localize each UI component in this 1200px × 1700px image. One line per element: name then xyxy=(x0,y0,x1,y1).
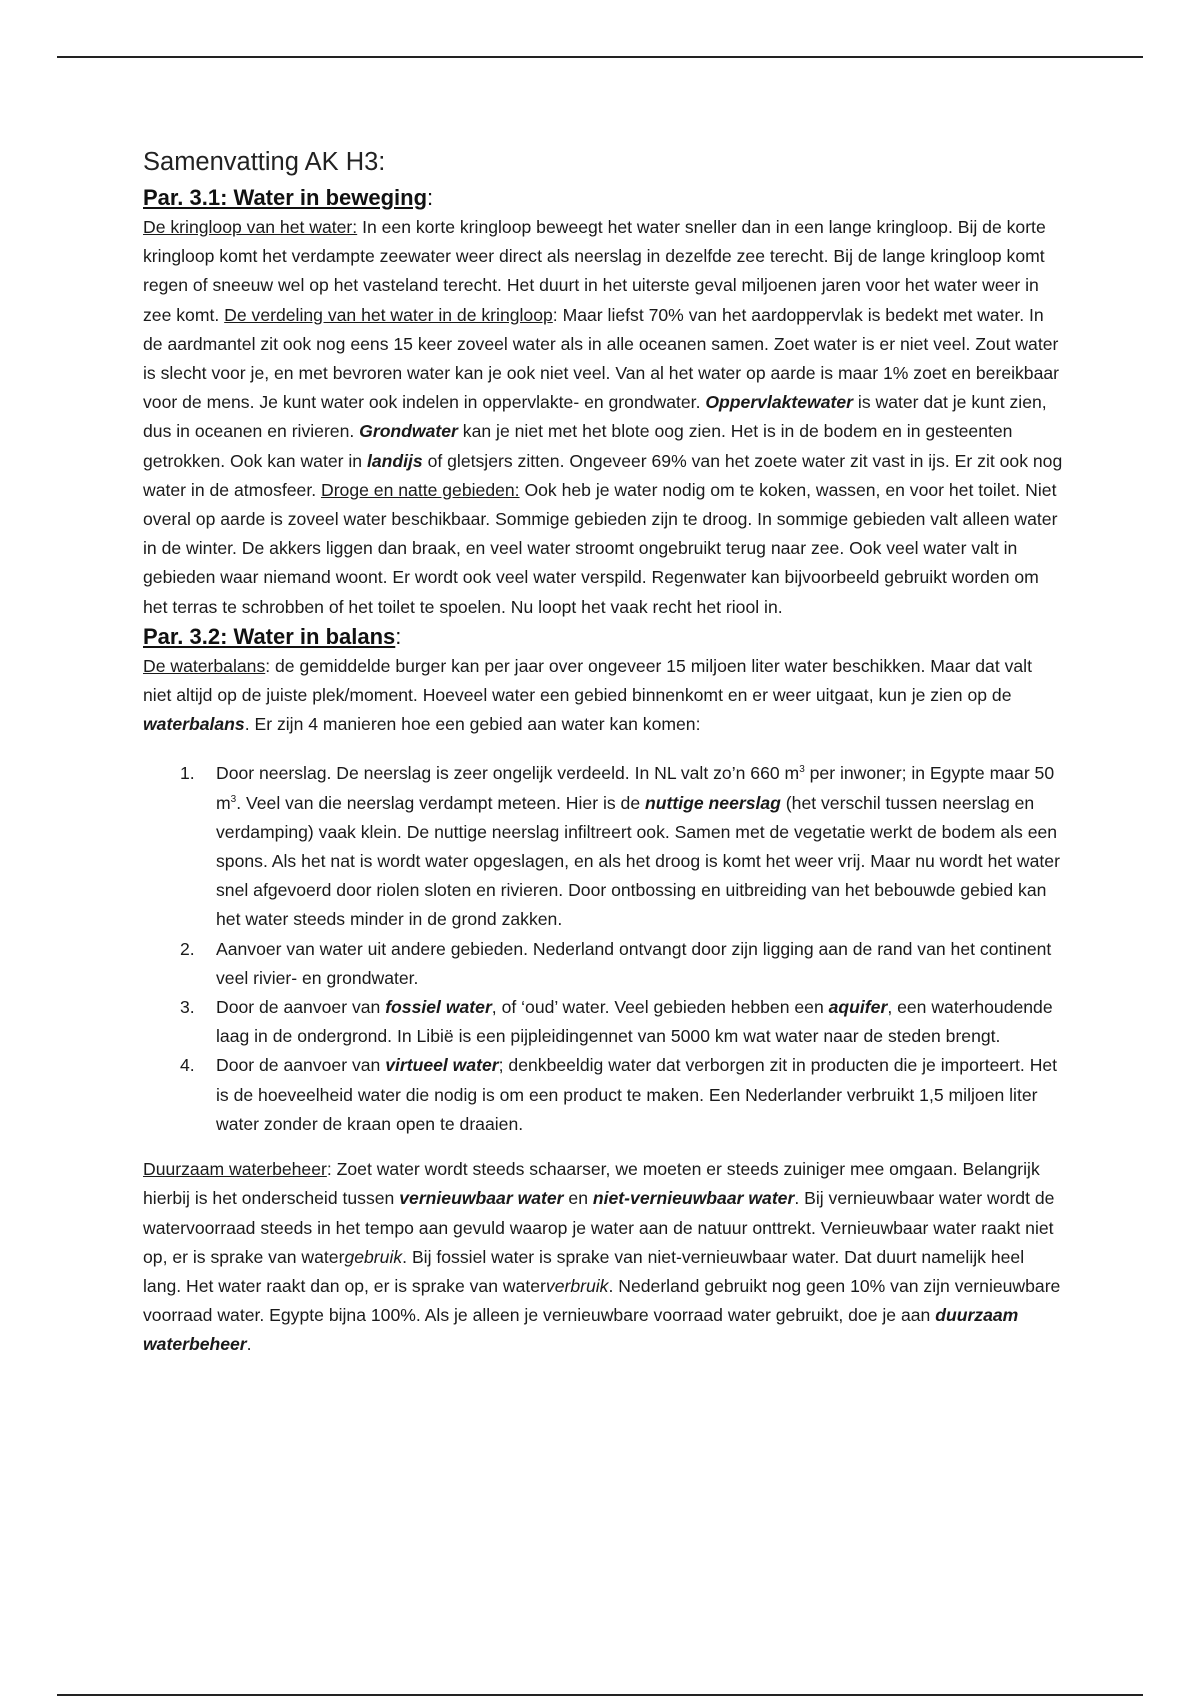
list-item-text: per inwoner; in Egypte maar 50 m xyxy=(216,763,1055,813)
subheading-verdeling: De verdeling van het water in de kringloop xyxy=(224,304,553,325)
document-title: Samenvatting AK H3: xyxy=(143,148,386,176)
subheading-droge-natte-gebieden: Droge en natte gebieden: xyxy=(320,479,520,500)
subheading-kringloop: De kringloop van het water: xyxy=(143,217,358,237)
list-item-text: Door neerslag. De neerslag is zeer ongelijk verdeeld. In NL valt zo’n 660 m xyxy=(216,763,800,784)
water-sources-list xyxy=(143,759,1063,1139)
term-vernieuwbaar-water: vernieuwbaar water xyxy=(399,1188,564,1209)
section-heading-3-2 xyxy=(143,622,1063,652)
list-item-number: 4. xyxy=(180,1055,195,1076)
text-waterbalans-b: . Er zijn 4 manieren hoe een gebied aan water kan komen: xyxy=(244,714,701,735)
footer-rule xyxy=(57,1694,1143,1696)
list-item-number: 3. xyxy=(180,997,195,1018)
list-item-text: ; denkbeeldig water dat verborgen zit in producten die je importeert. Het is de hoeveelheid water die nodig is om een product te maken. Een Nederlander verbruikt 1,5 miljoen liter water zonder de kraan open te draaien. xyxy=(216,1055,1058,1134)
list-item xyxy=(143,759,1063,934)
section-heading-3-1-text: Par. 3.1: Water in beweging xyxy=(143,185,428,210)
term-waterbalans: waterbalans xyxy=(143,714,245,735)
term-nuttige-neerslag: nuttige neerslag xyxy=(645,792,781,813)
term-fossiel-water: fossiel water xyxy=(385,997,492,1018)
text-verdeling-a: : Maar liefst 70% van het aardoppervlak is bedekt met water. In de aardmantel zit ook nog eens 15 keer zoveel water als in alle oceanen samen. Zoet water is er niet veel. Zout water is slecht voor je, en met bevroren water kan je ook niet veel. Van al het water op aarde is maar 1% zoet en bereikbaar voor de mens. Je kunt water ook indelen in oppervlakte- en grondwater. xyxy=(143,304,1060,413)
list-item-text: Aanvoer van water uit andere gebieden. Nederland ontvangt door zijn ligging aan de rand van het continent veel rivier- en grondwater. xyxy=(216,938,1052,988)
closing-text: . Bij fossiel water is sprake van niet-vernieuwbaar water. Dat duurt namelijk heel lang. Het water raakt dan op, er is sprake van water xyxy=(143,1246,1025,1296)
closing-text: . Nederland gebruikt nog geen 10% van zijn vernieuwbare voorraad water. Egypte bijna 100%. Als je alleen je vernieuwbare voorraad water gebruikt, doe je aan xyxy=(143,1275,1061,1326)
section-3-2-intro xyxy=(143,652,1063,740)
section-heading-3-1 xyxy=(143,183,1063,213)
list-item xyxy=(143,1051,1063,1139)
document-body xyxy=(143,144,1063,1360)
term-grondwater: Grondwater xyxy=(359,421,458,442)
term-duurzaam-waterbeheer: duurzaam waterbeheer xyxy=(143,1305,1019,1355)
term-niet-vernieuwbaar-water: niet-vernieuwbaar water xyxy=(592,1188,795,1209)
italic-verbruik: verbruik xyxy=(545,1275,609,1296)
list-item-text: . Veel van die neerslag verdampt meteen. Hier is de xyxy=(236,792,646,813)
closing-text: en xyxy=(563,1188,593,1209)
superscript: 3 xyxy=(799,764,805,776)
term-landijs: landijs xyxy=(366,450,423,471)
subheading-waterbalans: De waterbalans xyxy=(143,655,266,676)
text-kringloop: In een korte kringloop beweegt het water sneller dan in een lange kringloop. Bij de korte kringloop komt het verdampte zeewater weer direct als neerslag in dezelfde zee terecht. Bij de lange kringloop komt regen of sneeuw wel op het vasteland terecht. Het duurt in het uiterste geval miljoenen jaren voor het water weer in zee komt. xyxy=(143,217,1046,325)
italic-gebruik: gebruik xyxy=(344,1246,403,1267)
list-item xyxy=(143,935,1063,993)
list-item-text: Door de aanvoer van xyxy=(216,997,386,1018)
list-item-text: (het verschil tussen neerslag en verdamping) vaak klein. De nuttige neerslag infiltreert ook. Samen met de vegetatie werkt de bodem als een spons. Als het nat is wordt water opgeslagen, en als het droog is komt het weer vrij. Maar nu wordt het water snel afgevoerd door riolen sloten en rivieren. Door ontbossing en uitbreiding van het bebouwde gebied kan het water steeds minder in de grond zakken. xyxy=(216,792,1060,930)
closing-text: . Bij vernieuwbaar water wordt de watervoorraad steeds in het tempo aan gevuld waarop je water aan de natuur onttrekt. Vernieuwbaar water raakt niet op, er is sprake van water xyxy=(143,1188,1055,1267)
term-virtueel-water: virtueel water xyxy=(385,1055,499,1076)
text-verdeling-c: kan je niet met het blote oog zien. Het is in de bodem en in gesteenten getrokken. Ook kan water in xyxy=(143,421,1013,471)
header-rule xyxy=(57,56,1143,58)
list-item-text: Door de aanvoer van xyxy=(216,1055,386,1076)
term-oppervlaktewater: Oppervlaktewater xyxy=(705,392,854,413)
list-item-text: , of ‘oud’ water. Veel gebieden hebben een xyxy=(491,997,829,1018)
subheading-duurzaam-waterbeheer: Duurzaam waterbeheer xyxy=(143,1159,327,1180)
closing-text: . xyxy=(246,1334,252,1355)
text-droge-natte-gebieden: Ook heb je water nodig om te koken, wassen, en voor het toilet. Niet overal op aarde is zoveel water beschikbaar. Sommige gebieden zijn te droog. In sommige gebieden valt alleen water in de winter. De akkers liggen dan braak, en veel water stroomt ongebruikt terug naar zee. Ook veel water valt in gebieden waar niemand woont. Er wordt ook veel water verspild. Regenwater kan bijvoorbeeld gebruikt worden om het terras te schrobben of het toilet te spoelen. Nu loopt het vaak recht het riool in. xyxy=(143,479,1058,617)
text-verdeling-d: of gletsjers zitten. Ongeveer 69% van het zoete water zit vast in ijs. Er zit ook nog water in de atmosfeer. xyxy=(143,450,1063,500)
list-item xyxy=(143,993,1063,1051)
section-heading-3-2-text: Par. 3.2: Water in balans xyxy=(143,623,396,649)
list-item-text: , een waterhoudende laag in de ondergrond. In Libië is een pijpleidingennet van 5000 km wat water naar de steden brengt. xyxy=(216,997,1053,1047)
text-verdeling-b: is water dat je kunt zien, dus in oceanen en rivieren. xyxy=(143,392,1047,442)
section-3-2-closing xyxy=(143,1155,1063,1359)
list-item-number: 1. xyxy=(180,763,195,784)
section-3-1-paragraph xyxy=(143,213,1063,622)
list-item-number: 2. xyxy=(180,938,195,959)
text-waterbalans-a: : de gemiddelde burger kan per jaar over ongeveer 15 miljoen liter water beschikken. Maar dat valt niet altijd op de juiste plek/moment. Hoeveel water een gebied binnenkomt en er weer uitgaat, kun je zien op de xyxy=(143,655,1032,706)
closing-text: : Zoet water wordt steeds schaarser, we moeten er steeds zuiniger mee omgaan. Belangrijk hierbij is het onderscheid tussen xyxy=(143,1159,1040,1209)
superscript: 3 xyxy=(230,793,237,805)
term-aquifer: aquifer xyxy=(828,997,888,1018)
section-heading-3-1-colon: : xyxy=(427,185,434,210)
section-heading-3-2-colon: : xyxy=(395,623,402,649)
